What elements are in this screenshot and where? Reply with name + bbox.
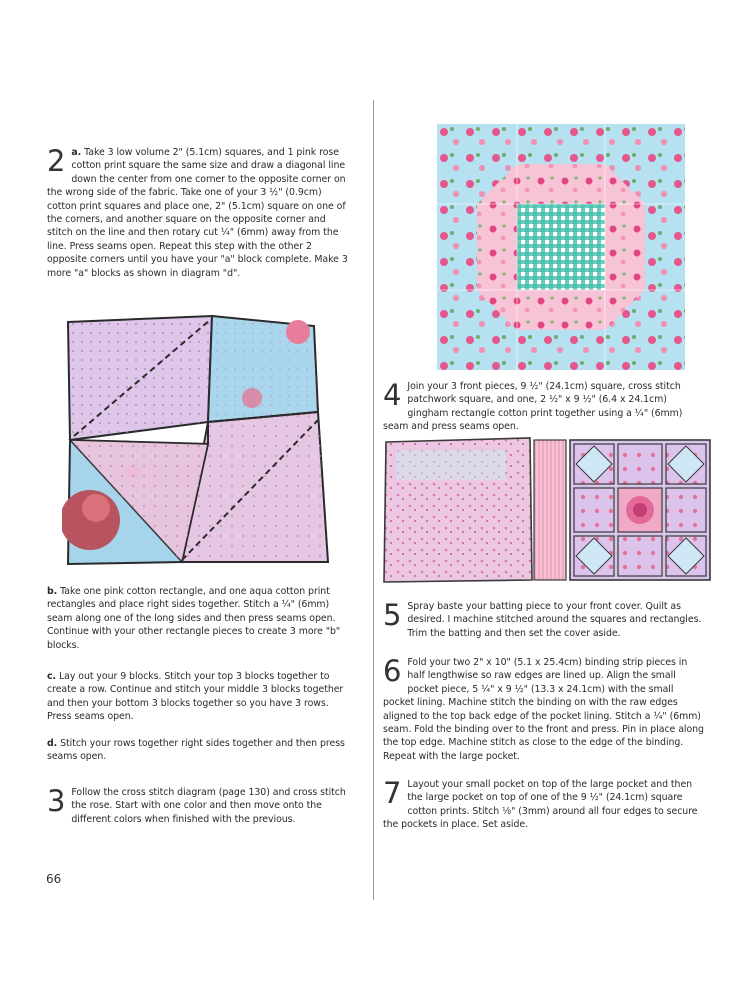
step-text: Fold your two 2" x 10" (5.1 x 25.4cm) binding strip pieces in half lengthwise so raw edges are lined up. Align the small pocket piece, 5 ¼" x 9 ½" (13.3 x 24.1cm) with the small pocket lining. Machine stitch the binding on with the raw edges aligned to the top back edge of the pocket lining. Stitch a ¼" (6mm) seam. Fold the binding over to the front and press. Pin in place along the top edge. Machine stitch as close to the edge of the binding. Repeat with the large pocket.: [383, 657, 704, 762]
block-a-diagram: [62, 312, 334, 570]
step-body: Stitch your rows together right sides together and then press seams open.: [47, 738, 345, 763]
step-d: [47, 737, 352, 764]
step-b: [47, 585, 352, 652]
step-label: c.: [47, 671, 57, 682]
step-body: Take one pink cotton rectangle, and one aqua cotton print rectangles and place right sides together. Stitch a ¼" (6mm) seam along one of the long sides and then press seams open. Continue with your other rectangle pieces to create 3 more "b" blocks.: [47, 586, 341, 651]
step-text: [47, 146, 352, 280]
step-text: Spray baste your batting piece to your front cover. Quilt as desired. I machine stitched around the squares and rectangles. Trim the batting and then set the cover aside.: [407, 601, 702, 639]
step-number: 6: [383, 654, 402, 688]
step-number: 7: [383, 776, 402, 810]
step-text: [47, 737, 352, 764]
rose-motif: [286, 320, 310, 344]
step-label: b.: [47, 586, 58, 597]
gingham-center: [517, 204, 605, 290]
gingham-strip: [534, 440, 566, 580]
step-text: [47, 585, 352, 652]
front-cover-diagram: [382, 436, 714, 584]
finished-block-photo: [437, 124, 685, 370]
step-5: [383, 600, 705, 640]
step-number: 3: [47, 784, 66, 818]
step-2: [47, 146, 352, 280]
step-label: a.: [71, 147, 82, 158]
step-c: [47, 670, 352, 724]
cross-stitch-patchwork: [570, 440, 710, 580]
step-3: [47, 786, 352, 826]
step-text: Follow the cross stitch diagram (page 130) and cross stitch the rose. Start with one color and then move onto the different colors when finished with the previous.: [71, 787, 346, 825]
step-body: Lay out your 9 blocks. Stitch your top 3 blocks together to create a row. Continue and stitch your middle 3 blocks together and then your bottom 3 blocks together so you have 3 rows. Press seams open.: [47, 671, 344, 723]
step-4: [383, 380, 705, 434]
step-text: Layout your small pocket on top of the large pocket and then the large pocket on top of one of the 9 ½" (24.1cm) square cotton prints. Stitch ⅛" (3mm) around all four edges to secure the pockets in place. Set aside.: [383, 779, 698, 831]
step-number: 4: [383, 378, 402, 412]
column-divider: [373, 100, 374, 900]
step-number: 5: [383, 598, 402, 632]
step-label: d.: [47, 738, 58, 749]
step-7: [383, 778, 705, 832]
page-number: 66: [46, 872, 62, 886]
step-body: Take 3 low volume 2" (5.1cm) squares, and 1 pink rose cotton print square the same size and draw a diagonal line down the center from one corner to the opposite corner on the wrong side of the fabric. Take one of your 3 ½" (0.9cm) cotton print squares and place one, 2" (5.1cm) square on one of the corners, and another square on the opposite corner and stitch on the line and then rotary cut ¼" (6mm) away from the line. Press seams open. Repeat this step with the other 2 opposite corners until you have your "a" block complete. Make 3 more "a" blocks as shown in diagram "d".: [47, 147, 348, 279]
step-6: [383, 656, 705, 763]
step-text: Join your 3 front pieces, 9 ½" (24.1cm) square, cross stitch patchwork square, and one, 2 ½" x 9 ½" (6.4 x 24.1cm) gingham rectangle cotton print together using a ¼" (6mm) seam and press seams open.: [383, 381, 683, 433]
step-number: 2: [47, 144, 66, 178]
step-text: [47, 670, 352, 724]
